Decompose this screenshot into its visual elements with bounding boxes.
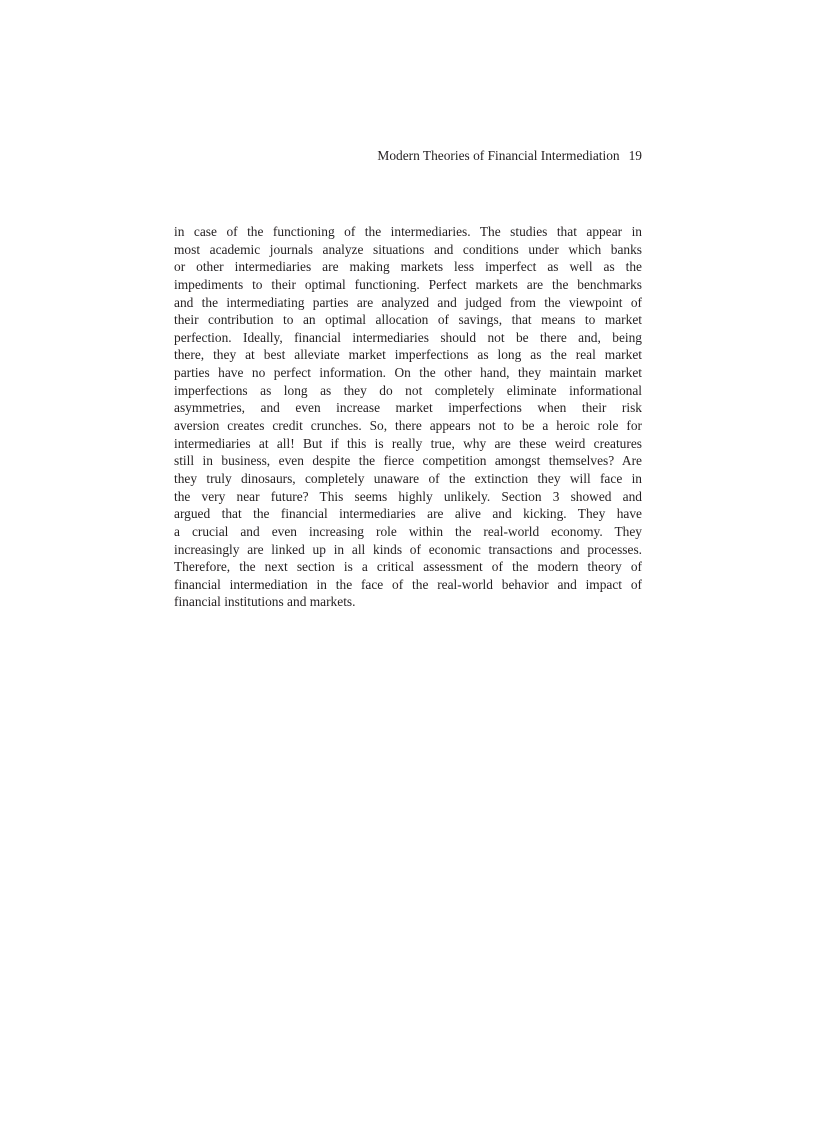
paragraph-line: argued that the financial intermediaries are alive and kicking. They have [174,506,642,522]
paragraph-line: asymmetries, and even increase market imperfections when their risk [174,400,642,416]
paragraph-line: impediments to their optimal functioning. Perfect markets are the benchmarks [174,276,642,292]
paragraph-line: Therefore, the next section is a critical assessment of the modern theory of [174,559,642,575]
paragraph-line: aversion creates credit crunches. So, there appears not to be a heroic role for [174,418,642,434]
paragraph-line: the very near future? This seems highly unlikely. Section 3 showed and [174,488,642,504]
page-number: 19 [628,148,642,163]
paragraph-line: increasingly are linked up in all kinds of economic transactions and processes. [174,541,642,557]
paragraph-line: financial institutions and markets. [174,594,356,610]
paragraph-line: intermediaries at all! But if this is really true, why are these weird creatures [174,435,642,451]
paragraph-line: or other intermediaries are making markets less imperfect as well as the [174,259,642,275]
paragraph-line: in case of the functioning of the intermediaries. The studies that appear in [174,224,642,239]
running-head [174,147,642,165]
paragraph-line: there, they at best alleviate market imperfections as long as the real market [174,347,642,363]
paragraph-line: their contribution to an optimal allocation of savings, that means to market [174,312,642,328]
body-paragraph [174,223,642,611]
paragraph-line: still in business, even despite the fierce competition amongst themselves? Are [174,453,642,469]
running-title: Modern Theories of Financial Intermediation [377,148,620,163]
paragraph-line: perfection. Ideally, financial intermediaries should not be there and, being [174,329,642,345]
paragraph-line: financial intermediation in the face of the real-world behavior and impact of [174,576,642,592]
paragraph-line: imperfections as long as they do not completely eliminate informational [174,382,642,398]
paragraph-line: most academic journals analyze situations and conditions under which banks [174,241,642,257]
paragraph-line: parties have no perfect information. On the other hand, they maintain market [174,365,642,381]
paragraph-line: a crucial and even increasing role within the real-world economy. They [174,523,642,539]
paragraph-line: and the intermediating parties are analyzed and judged from the viewpoint of [174,294,642,310]
paragraph-line: they truly dinosaurs, completely unaware of the extinction they will face in [174,470,642,486]
